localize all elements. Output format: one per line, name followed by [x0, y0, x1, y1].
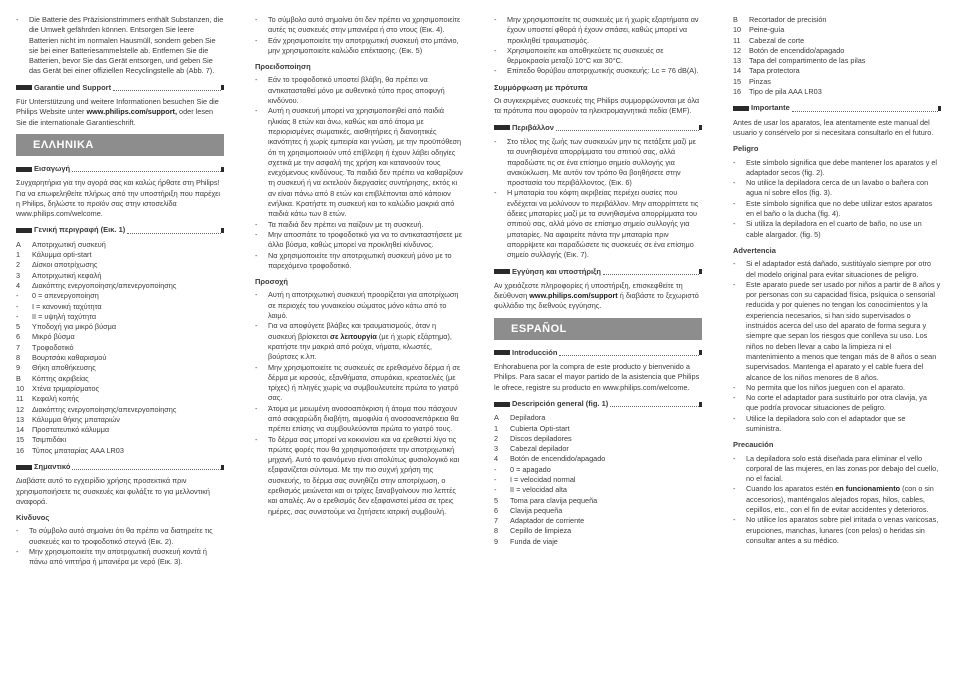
support-url-el[interactable]: www.philips.com/support: [529, 291, 618, 301]
bullet-item: - Επίπεδο θορύβου αποτριχωτικής συσκευής: Lc = 76 dB(A).: [494, 66, 699, 76]
list-item-number: 5: [494, 495, 499, 505]
list-item: [733, 87, 941, 97]
list-item: [16, 353, 224, 363]
column-4: [733, 15, 941, 546]
list-item-number: 8: [16, 353, 21, 363]
bullet-item: - Αυτή η αποτριχωτική συσκευή προορίζεται για αποτρίχωση σε περιοχές του γυναικείου σώματος μόνο κάτω από το λαιμό.: [255, 290, 459, 321]
list-item: [16, 322, 224, 332]
list-item: [733, 36, 941, 46]
list-item-text: Botón de encendido/apagado: [749, 45, 845, 55]
list-item: [16, 271, 224, 281]
list-item: [733, 25, 941, 35]
list-item-number: 14: [733, 66, 742, 76]
bullet-item: - Μην χρησιμοποιείτε τις συσκευές με ή χωρίς εξαρτήματα αν έχουν υποστεί φθορά ή έχουν σπάσει, καθώς μπορεί να προκληθεί τραυματισμός.: [494, 15, 699, 45]
description-list-el: [16, 240, 224, 456]
bullet-item: - Μην χρησιμοποιείτε την αποτριχωτική συσκευή κοντά ή πάνω από νιπτήρα ή μπανιέρα με νερό (Εικ. 3).: [16, 547, 207, 567]
list-item: [494, 485, 702, 495]
list-item: [16, 415, 224, 425]
list-item-number: 4: [16, 280, 21, 290]
list-item-number: 9: [494, 536, 499, 546]
list-item: [733, 15, 941, 25]
list-item: [16, 291, 224, 301]
caution-heading-es: Precaución: [733, 440, 774, 450]
bullet-item: - Este símbolo significa que no debe utilizar estos aparatos en el baño o la ducha (fig. 4).: [733, 198, 933, 219]
list-item: [16, 384, 224, 394]
danger-list-cont-el: [255, 15, 463, 56]
list-item: [494, 537, 702, 547]
bullet-item: - Εάν το τροφοδοτικό υποστεί βλάβη, θα πρέπει να αντικατασταθεί μόνο με αυθεντικό τύπο προς αποφυγή κινδύνου.: [255, 75, 445, 106]
bullet-item: - Este aparato puede ser usado por niños a partir de 8 años y por personas con su capacidad física, psíquica o sensorial reducida y por quienes no tengan los conocimientos y la experiencia necesarios, si han sido supervisados o instruidos acerca del uso del aparato de forma segura y siempre que sepan los riesgos que conlleva su uso. Los niños no deben llevar a cabo la limpieza ni el mantenimiento a menos que tengan más de 8 años o sean supervisados. Mantenga el aparato y el cable fuera del alcance de los niños menores de 8 años.: [733, 279, 941, 382]
list-item: [494, 413, 702, 423]
section-heading-important-el: Σημαντικό: [16, 462, 224, 472]
list-item-number: 13: [733, 56, 742, 66]
section-heading-intro-el: Εισαγωγή: [16, 164, 224, 174]
list-item-text: Toma para clavija pequeña: [510, 495, 598, 505]
list-item: [733, 56, 941, 66]
list-item: [494, 454, 702, 464]
bullet-item: - Στο τέλος της ζωής των συσκευών μην τις πετάξετε μαζί με τα συνηθισμένα απορρίμματα του σπιτιού σας, αλλά παραδώστε τις σε ένα επίσημο σημείο συλλογής για ανακύκλωση. Με αυτόν τον τρόπο θα βοηθήσετε στην προστασία του περιβάλλοντος. (Εικ. 6): [494, 136, 696, 188]
intro-text-es: Enhorabuena por la compra de este producto y bienvenido a Philips. Para sacar el mayor partido de la asistencia que Philips le ofrece, registre su producto en www.philips.com/welcome.: [494, 362, 700, 392]
list-item-number: 2: [494, 433, 499, 443]
list-item-text: Κάλυμμα opti-start: [32, 250, 92, 260]
language-banner-greek: ΕΛΛΗΝΙΚΑ: [16, 134, 224, 156]
warning-list-el: [255, 75, 463, 271]
section-heading-intro-es: Introducción: [494, 348, 702, 358]
bullet-item: - Αυτή η συσκευή μπορεί να χρησιμοποιηθεί από παιδιά ηλικίας 8 ετών και άνω, καθώς και από άτομα με περιορισμένες σωματικές, αισθητήριες ή διανοητικές ικανότητες ή χωρίς εμπειρία και γνώση, με την προϋπόθεση ότι τη χρησιμοποιούν υπό επίβλεψη ή έχουν λάβει οδηγίες σχετικά με την ασφαλή της χρήση και κατανοούν τους ενεχόμενους κινδύνους. Τα παιδιά δεν πρέπει να καθαρίζουν τη συσκευή ή να εκτελούν διεργασίες συντήρησης, εκτός κι αν είναι πάνω από 8 ετών και επιβλέπονται από κάποιον ενήλικα. Κρατήστε τη συσκευή και το καλώδιο μακριά από παιδιά κάτω των 8 ετών.: [255, 106, 463, 219]
list-item-number: -: [16, 291, 19, 301]
section-heading-garantie: Garantie und Support: [16, 83, 224, 93]
caution-list-el: [255, 290, 463, 517]
battery-disposal-item: - Die Batterie des Präzisionstrimmers enthält Substanzen, die die Umwelt gefährden können. Entsorgen Sie leere Batterien nicht im normalen Hausmüll, sondern geben Sie sie bei einer Batteriesammelstelle ab. Entfernen Sie die Batterien, bevor Sie das Gerät entsorgen, und geben Sie das Gerät bei einer offiziellen Recyclingstelle ab (Abb. 7).: [16, 15, 224, 76]
bullet-item: - Άτομα με μειωμένη ανοσοαπόκριση ή άτομα που πάσχουν από σακχαρώδη διαβήτη, αιμοφιλία ή ανοσοανεπάρκεια θα πρέπει επίσης να συμβουλεύονται πρώτα το γιατρό τους.: [255, 403, 459, 434]
list-item-number: 8: [494, 526, 499, 536]
support-url[interactable]: www.philips.com/support,: [86, 107, 177, 117]
list-item-text: Υποδοχή για μικρό βύσμα: [32, 322, 117, 332]
bullet-item: - No permita que los niños jueguen con el aparato.: [733, 382, 906, 392]
list-item-text: Κεφαλή κοπής: [32, 394, 79, 404]
list-item-number: 1: [16, 250, 21, 260]
list-item: [494, 434, 702, 444]
danger-list-es: [733, 158, 941, 240]
list-item: [733, 46, 941, 56]
list-item-text: Tapa protectora: [749, 66, 800, 76]
list-item-text: Botón de encendido/apagado: [510, 454, 606, 464]
list-item-number: A: [494, 413, 499, 423]
list-item: [494, 475, 702, 485]
list-item: [16, 425, 224, 435]
guarantee-text: Für Unterstützung und weitere Informationen besuchen Sie die Philips Website unter www.philips.com/support, oder lesen Sie die internationale Garantieschrift.: [16, 97, 219, 127]
list-item-text: Κάλυμμα θήκης μπαταριών: [32, 414, 120, 424]
section-heading-important-es: Importante: [733, 103, 941, 113]
list-item-text: Τσιμπιδάκι: [32, 435, 67, 445]
list-item-text: II = υψηλή ταχύτητα: [32, 311, 97, 321]
list-item: [733, 66, 941, 76]
list-item-number: 11: [733, 35, 741, 45]
list-item-number: 6: [16, 332, 21, 342]
list-item: [16, 240, 224, 250]
list-item-number: B: [733, 15, 738, 24]
list-item-number: A: [16, 239, 21, 249]
list-item-text: Discos depiladores: [510, 433, 572, 443]
guarantee-text-el: Αν χρειάζεστε πληροφορίες ή υποστήριξη, επισκεφθείτε τη διεύθυνση www.philips.com/support ή διαβάστε το ξεχωριστό φυλλάδιο της διεθνούς εγγύησης.: [494, 280, 699, 311]
language-banner-spanish: ESPAÑOL: [494, 318, 702, 340]
danger-list-el: [16, 526, 224, 567]
list-item-text: Tipo de pila AAA LR03: [749, 87, 822, 97]
list-item-text: Cabezal de corte: [749, 35, 805, 45]
list-item-text: 0 = απενεργοποίηση: [32, 291, 99, 301]
bullet-item: - Το σύμβολο αυτό σημαίνει ότι δεν πρέπει να χρησιμοποιείτε αυτές τις συσκευές στην μπανιέρα ή στο ντους (Εικ. 4).: [255, 15, 461, 35]
list-item-text: Adaptador de corriente: [510, 516, 585, 526]
list-item: [16, 374, 224, 384]
list-item-number: 10: [16, 383, 25, 393]
list-item: [16, 250, 224, 260]
warning-heading-es: Advertencia: [733, 245, 776, 255]
list-item: [494, 496, 702, 506]
list-item-text: Διακόπτης ενεργοποίησης/απενεργοποίησης: [32, 404, 177, 414]
list-item-text: Βουρτσάκι καθαρισμού: [32, 353, 107, 363]
list-item-number: 9: [16, 363, 21, 373]
list-item-text: 0 = apagado: [510, 464, 551, 474]
list-item-number: -: [16, 311, 19, 321]
list-item-number: 6: [494, 505, 499, 515]
compliance-text-el: Οι συγκεκριμένες συσκευές της Philips συμμορφώνονται με όλα τα πρότυπα που αφορούν τα ηλεκτρομαγνητικά πεδία (EMF).: [494, 96, 700, 116]
section-heading-description-el: Γενική περιγραφή (Εικ. 1): [16, 225, 224, 235]
list-item: [733, 77, 941, 87]
bullet-item: - Si el adaptador está dañado, sustitúyalo siempre por otro del modelo original para evitar situaciones de peligro.: [733, 259, 931, 279]
list-item-text: Αποτριχωτική συσκευή: [32, 239, 106, 249]
list-item: [494, 506, 702, 516]
bullet-item: - No corte el adaptador para sustituirlo por otra clavija, ya que podría provocar situaciones de peligro.: [733, 393, 927, 413]
list-item: [494, 424, 702, 434]
list-item-text: Clavija pequeña: [510, 505, 563, 515]
list-item-text: Τροφοδοτικό: [32, 342, 74, 352]
list-item: [16, 343, 224, 353]
list-item-number: 13: [16, 414, 25, 424]
list-item-text: Κόπτης ακριβείας: [32, 373, 89, 383]
list-item: [494, 465, 702, 475]
caution-list-es: [733, 454, 941, 547]
list-item-text: Peine-guía: [749, 25, 785, 35]
list-item-number: 12: [16, 404, 25, 414]
list-item-number: 7: [494, 516, 499, 526]
section-heading-guarantee-el: Εγγύηση και υποστήριξη: [494, 267, 702, 277]
list-item-number: 16: [16, 445, 25, 455]
list-item-text: Διακόπτης ενεργοποίησης/απενεργοποίησης: [32, 280, 177, 290]
bullet-item: - Μην χρησιμοποιείτε τις συσκευές σε ερεθισμένο δέρμα ή σε δέρμα με κιρσούς, εξανθήματα, σπυράκια, κρεατοελιές (με τρίχες) ή πληγές χωρίς να συμβουλευτείτε πρώτα το γιατρό σας.: [255, 362, 461, 403]
list-item-number: -: [16, 301, 19, 311]
section-heading-environment-el: Περιβάλλον: [494, 123, 702, 133]
bullet-item: - Este símbolo significa que debe mantener los aparatos y el adaptador secos (fig. 2).: [733, 157, 938, 177]
list-item-text: Cabezal depilador: [510, 444, 569, 454]
list-item-number: -: [494, 464, 497, 474]
list-item-number: 4: [494, 454, 499, 464]
important-text-el: Διαβάστε αυτό το εγχειρίδιο χρήσης προσεκτικά πριν χρησιμοποιήσετε τις συσκευές και φυλάξτε το για μελλοντική αναφορά.: [16, 476, 210, 506]
warning-list-es: [733, 259, 941, 434]
bullet-item: - Si utiliza la depiladora en el cuarto de baño, no use un cable alargador. (fig. 5): [733, 219, 922, 239]
list-item-text: I = κανονική ταχύτητα: [32, 301, 102, 311]
list-item: [16, 435, 224, 445]
list-item-text: Αποτριχωτική κεφαλή: [32, 270, 102, 280]
list-item-text: Τύπος μπαταρίας AAA LR03: [32, 445, 124, 455]
caution-list-cont-el: [494, 15, 702, 77]
bullet-item: - Εάν χρησιμοποιείτε την αποτριχωτική συσκευή στο μπάνιο, μην χρησιμοποιείτε καλώδιο επέκτασης. (Εικ. 5): [255, 35, 459, 55]
intro-text-el: Συγχαρητήρια για την αγορά σας και καλώς ήρθατε στη Philips! Για να επωφεληθείτε πλήρως από την υποστήριξη που παρέχει η Philips, δηλώστε το προϊόν σας στην ιστοσελίδα www.philips.com/welcome.: [16, 178, 221, 219]
list-item-text: Pinzas: [749, 76, 771, 86]
bullet-item: - Μην αποσπάτε το τροφοδοτικό για να το αντικαταστήσετε με άλλο βύσμα, καθώς μπορεί να προκληθεί κίνδυνος.: [255, 229, 462, 250]
warning-heading-el: Προειδοποίηση: [255, 62, 311, 72]
compliance-heading-el: Συμμόρφωση με πρότυπα: [494, 82, 588, 92]
list-item-text: Depiladora: [510, 413, 546, 423]
environment-list-el: [494, 137, 702, 261]
list-item-text: Recortador de precisión: [749, 15, 827, 24]
bullet-item: - Χρησιμοποιείτε και αποθηκεύετε τις συσκευές σε θερμοκρασία μεταξύ 10°C και 30°C.: [494, 45, 664, 66]
list-item-number: 5: [16, 322, 21, 332]
list-item-number: 3: [494, 444, 499, 454]
list-item: [16, 302, 224, 312]
list-item-number: 16: [733, 87, 742, 97]
list-item-number: -: [494, 474, 497, 484]
bullet-item: - Η μπαταρία του κόφτη ακριβείας περιέχει ουσίες που ενδέχεται να μολύνουν το περιβάλλον. Μην απορρίπτετε τις άδειες μπαταρίες μαζί με τα συνηθισμένα απορρίμματα του σπιτιού σας, αλλά μόνο σε επίσημο σημείο συλλογής για μπαταρίες. Να αφαιρείτε πάντα την μπαταρία πριν απορρίψετε και παραδώσετε τις συσκευές σε ένα επίσημο σημείο συλλογής (Εικ. 7).: [494, 188, 699, 260]
description-list-es-cont: [733, 15, 941, 97]
list-item-number: 12: [733, 45, 742, 55]
list-item-text: Tapa del compartimento de las pilas: [749, 56, 866, 66]
list-item-number: 10: [733, 25, 742, 35]
caution-heading-el: Προσοχή: [255, 277, 288, 287]
bullet-item: - Για να αποφύγετε βλάβες και τραυματισμούς, όταν η συσκευή βρίσκεται σε λειτουργία (με ή χωρίς εξάρτημα), κρατήστε την μακριά από ρούχα, νήματα, κλωστές, βούρτσες κ.λπ.: [255, 321, 452, 362]
list-item: [16, 260, 224, 270]
list-item: [16, 332, 224, 342]
column-3: [494, 15, 702, 547]
list-item-number: -: [494, 485, 497, 495]
list-item-number: 1: [494, 423, 499, 433]
bullet-item: - La depiladora solo está diseñada para eliminar el vello corporal de las mujeres, en las zonas por debajo del cuello, no el facial.: [733, 453, 939, 484]
bullet-item: - Το σύμβολο αυτό σημαίνει ότι θα πρέπει να διατηρείτε τις συσκευές και το τροφοδοτικό στεγνά (Εικ. 2).: [16, 526, 213, 546]
list-item-text: Funda de viaje: [510, 536, 558, 546]
list-item-text: I = velocidad normal: [510, 474, 576, 484]
bullet-item: - No utilice los aparatos sobre piel irritada o venas varicosas, erupciones, manchas, lunares (con pelos) o heridas sin consultar antes a su médico.: [733, 515, 939, 545]
description-list-es: [494, 413, 702, 547]
list-item: [16, 405, 224, 415]
list-item: [16, 394, 224, 404]
bullet-item: - Utilice la depiladora solo con el adaptador que se suministra.: [733, 413, 906, 433]
list-item-number: 14: [16, 425, 25, 435]
list-item-text: Προστατευτικό κάλυμμα: [32, 425, 110, 435]
bullet-item: - Τα παιδιά δεν πρέπει να παίζουν με τη συσκευή.: [255, 219, 424, 229]
list-item-text: II = velocidad alta: [510, 485, 567, 495]
list-item-text: Δίσκοι αποτρίχωσης: [32, 260, 98, 270]
danger-heading-el: Κίνδυνος: [16, 513, 50, 523]
list-item: [16, 446, 224, 456]
list-item-text: Χτένα τριμαρίσματος: [32, 383, 100, 393]
list-item-text: Cubierta Opti-start: [510, 423, 570, 433]
list-item-text: Μικρό βύσμα: [32, 332, 75, 342]
column-2: [255, 15, 463, 517]
list-item: [16, 312, 224, 322]
list-item-number: 15: [16, 435, 25, 445]
bullet-item: - No utilice la depiladora cerca de un lavabo o bañera con agua ni sobre ellos (fig. 3).: [733, 178, 929, 198]
important-text-es: Antes de usar los aparatos, lea atentamente este manual del usuario y consérvelo por si necesitara consultarlo en el futuro.: [733, 117, 934, 137]
section-heading-description-es: Descripción general (fig. 1): [494, 399, 702, 409]
list-item: [494, 444, 702, 454]
bullet-item: - Cuando los aparatos estén en funcionamiento (con o sin accesorios), manténgalos alejados ropas, hilos, cables, cepillos, etc., con el fin de evitar accidentes y deterioros.: [733, 484, 934, 515]
list-item-number: 3: [16, 270, 21, 280]
list-item: [16, 281, 224, 291]
list-item: [494, 526, 702, 536]
list-item-number: B: [16, 373, 21, 383]
bullet-item: - Να χρησιμοποιείτε την αποτριχωτική συσκευή μόνο με το παρεχόμενο τροφοδοτικό.: [255, 250, 452, 270]
list-item-number: 7: [16, 342, 21, 352]
list-item-number: 2: [16, 260, 21, 270]
danger-heading-es: Peligro: [733, 144, 759, 154]
column-1: [16, 15, 224, 568]
list-item-text: Θήκη αποθήκευσης: [32, 363, 96, 373]
list-item-text: Cepillo de limpieza: [510, 526, 572, 536]
bullet-item: - Το δέρμα σας μπορεί να κοκκινίσει και να ερεθιστεί λίγο τις πρώτες φορές που θα χρησιμοποιήσετε την αποτριχωτική μηχανή. Αυτό το φαινόμενο είναι απολύτως φυσιολογικό και εξαφανίζεται σύντομα. Με την πιο συχνή χρήση της συσκευής, το δέρμα σας συνηθίζει στην αποτρίχωση, ο ερεθισμός μειώνεται και οι τρίχες ξαναβγαίνουν πιο λεπτές και απαλές. Αν ο ερεθισμός δεν εξαφανιστεί μέσα σε τρεις ημέρες, σας συνιστούμε να ζητήσετε ιατρική συμβουλή.: [255, 434, 460, 516]
list-item: [16, 363, 224, 373]
list-item-number: 15: [733, 76, 742, 86]
list-item-number: 11: [16, 394, 24, 404]
list-item: [494, 516, 702, 526]
